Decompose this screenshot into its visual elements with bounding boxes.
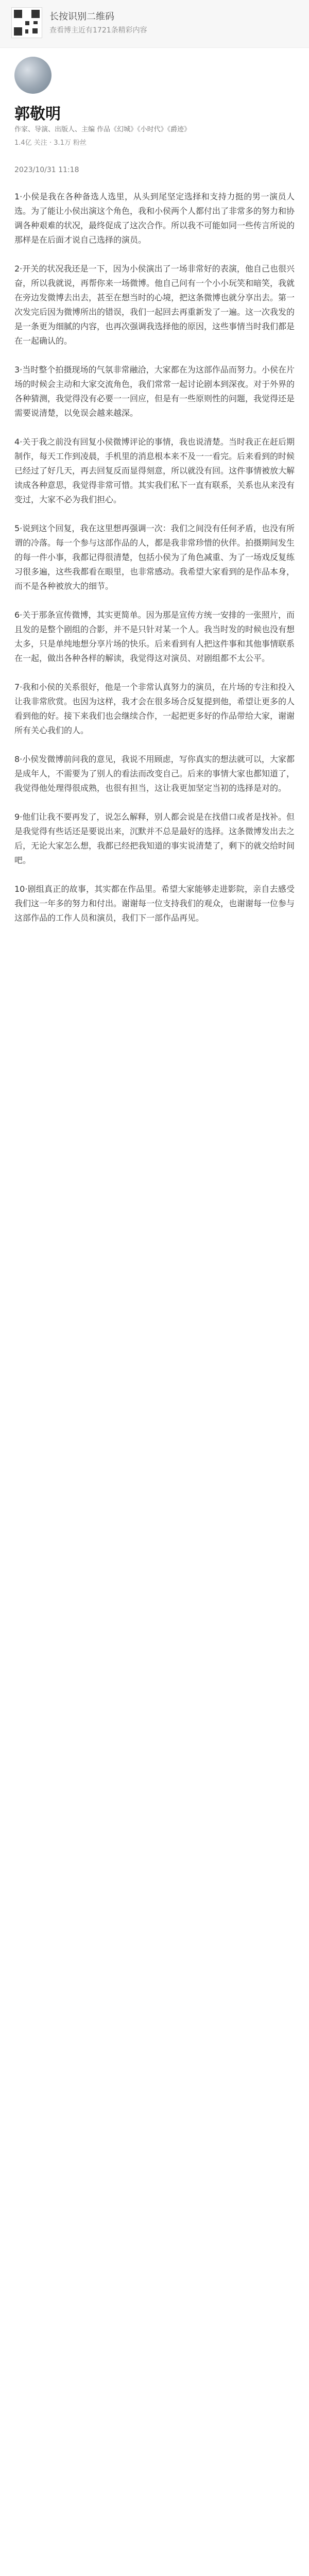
avatar[interactable] xyxy=(14,57,52,94)
post-paragraph: 5·说到这个回复，我在这里想再强调一次：我们之间没有任何矛盾，也没有所谓的冷落。每一个参与这部作品的人，都是我非常珍惜的伙伴。拍摄期间发生的每一件小事，我都记得很清楚，包括小侯为了角色减重、为了一场戏反复练习很多遍，这些我都看在眼里，也非常感动。我希望大家看到的是作品本身，而不是各种被放大的细节。 xyxy=(14,523,295,591)
post-paragraph: 1·小侯是我在各种备选人选里，从头到尾坚定选择和支持力挺的男一演员人选。为了能让小侯出演这个角色，我和小侯两个人都付出了非常多的努力和协调各种艰难的状况，最终促成了这次合作。所以我不可能如同一些传言所说的那样是在后面才说自己选择的演员。 xyxy=(14,192,295,245)
author-name[interactable]: 郭敬明 xyxy=(14,105,61,123)
author-meta: 作家、导演、出版人、主编 作品《幻城》《小时代》《爵迹》 xyxy=(14,126,191,133)
post-date: 2023/10/31 11:18 xyxy=(14,166,79,174)
post-paragraph: 3·当时整个拍摄现场的气氛非常融洽，大家都在为这部作品而努力。小侯在片场的时候会主动和大家交流角色，我们常常一起讨论剧本到深夜。对于外界的各种猜测，我觉得没有必要一一回应，但是有一些原则性的问题，我觉得还是需要说清楚，以免误会越来越深。 xyxy=(14,365,295,418)
author-stats: 1.4亿 关注 · 3.1万 粉丝 xyxy=(14,139,87,147)
post-paragraph: 8·小侯发微博前问我的意见，我说不用顾虑，写你真实的想法就可以，大家都是成年人，不需要为了别人的看法而改变自己。后来的事情大家也都知道了，我觉得他处理得很成熟，也很有担当，这让我更加坚定当初的选择是对的。 xyxy=(14,754,295,793)
post-paragraph: 6·关于那条宣传微博，其实更简单。因为那是宣传方统一安排的一张照片，而且发的是整个剧组的合影，并不是只针对某一个人。我当时发的时候也没有想太多，只是单纯地想分享片场的快乐。后来看到有人把这件事和其他事情联系在一起，做出各种各样的解读，我觉得这对演员、对剧组都不太公平。 xyxy=(14,610,295,663)
header-subtitle: 查看博主近有1721条精彩内容 xyxy=(49,26,147,35)
header-title: 长按识别二维码 xyxy=(49,11,114,22)
post-paragraph: 4·关于我之前没有回复小侯微博评论的事情，我也说清楚。当时我正在赶后期制作，每天工作到凌晨，手机里的消息根本来不及一一看完。后来看到的时候已经过了好几天，再去回复反而显得刻意，所以就没有回。这件事情被放大解读成各种意思，我觉得非常可惜。其实我们私下一直有联系，关系也从来没有变过，大家不必为我们担心。 xyxy=(14,437,295,504)
post-paragraph: 10·剧组真正的故事，其实都在作品里。希望大家能够走进影院，亲自去感受我们这一年多的努力和付出。谢谢每一位支持我们的观众，也谢谢每一位参与这部作品的工作人员和演员，我们下一部作品再见。 xyxy=(14,884,295,923)
post-paragraph: 7·我和小侯的关系很好，他是一个非常认真努力的演员，在片场的专注和投入让我非常欣赏。也因为这样，我才会在很多场合反复提到他，希望让更多的人看到他的好。接下来我们也会继续合作，一起把更多好的作品带给大家，谢谢所有关心我们的人。 xyxy=(14,682,295,735)
post-paragraph: 2·开关的状况我还是一下，因为小侯演出了一场非常好的表演，他自己也很兴奋，所以我就说，再帮你来一场微博。他自己问有一个小小玩笑和暗笑，我就在旁边发微博去出去，甚至在想当时的心境，把这条微博也就分享出去。第一次发完后因为微博所出的错误，我们一起回去再重新发了一遍。这一次我发的是一条更为细腻的内容，也再次强调我选择他的原因，这些事情当时我们都是在一起确认的。 xyxy=(14,264,295,346)
post-body xyxy=(14,190,295,940)
share-header xyxy=(0,0,309,48)
qr-code-icon[interactable] xyxy=(11,7,42,38)
post-paragraph: 9·他们让我不要再发了，说怎么解释，别人都会说是在找借口或者是找补。但是我觉得有些话还是要说出来，沉默并不总是最好的选择。这条微博发出去之后，无论大家怎么想，我都已经把我知道的事实说清楚了，剩下的就交给时间吧。 xyxy=(14,812,295,865)
